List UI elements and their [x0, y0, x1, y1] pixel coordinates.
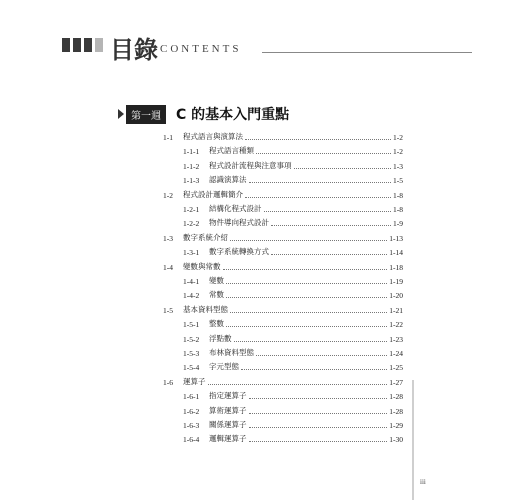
toc-entry-page: 1-21	[389, 305, 403, 315]
toc-entry[interactable]	[183, 173, 403, 185]
toc-entry[interactable]	[183, 288, 403, 300]
toc-entry-title: 關係運算子	[209, 420, 247, 429]
toc-entry-title: 運算子	[183, 376, 206, 386]
toc-entry-number: 1-6-1	[183, 392, 200, 402]
toc-entry[interactable]	[163, 260, 403, 272]
toc-entry-page: 1-19	[389, 277, 403, 286]
toc-entry-number: 1-5-1	[183, 320, 200, 330]
toc-entry[interactable]	[183, 432, 403, 444]
toc-entry-title: 程式設計邏輯簡介	[183, 189, 243, 199]
toc-dot-leader	[230, 240, 387, 241]
toc-entry-number: 1-1-1	[183, 147, 200, 157]
decor-block	[84, 38, 92, 52]
toc-entry-title: 邏輯運算子	[209, 434, 247, 444]
triangle-arrow-icon	[118, 109, 124, 119]
toc-dot-leader	[264, 211, 392, 212]
toc-entry-number: 1-3	[163, 233, 173, 243]
chapter-badge: 第一週	[126, 105, 166, 124]
toc-entry-page: 1-23	[389, 334, 403, 344]
toc-entry-number: 1-4	[163, 262, 173, 272]
toc-entry[interactable]	[183, 159, 403, 171]
toc-entry[interactable]	[183, 216, 403, 228]
toc-entry-number: 1-3-1	[183, 248, 200, 258]
toc-entry-page: 1-8	[393, 190, 403, 200]
toc-dot-leader	[256, 355, 387, 356]
page-number: iii	[420, 478, 426, 486]
toc-dot-leader	[245, 139, 391, 140]
toc-entry-page: 1-30	[389, 435, 403, 445]
decor-block	[73, 38, 81, 52]
toc-entry-number: 1-6-3	[183, 421, 200, 430]
page-title: 目錄	[110, 36, 158, 64]
toc-entry-number: 1-1	[163, 133, 173, 142]
toc-dot-leader	[245, 197, 391, 198]
toc-entry-number: 1-6-4	[183, 435, 200, 445]
toc-entry-page: 1-8	[393, 205, 403, 214]
toc-dot-leader	[241, 369, 387, 370]
toc-entry-title: 變數與常數	[183, 261, 221, 271]
toc-entry-page: 1-24	[389, 349, 403, 358]
toc-entry-title: 數字系統轉換方式	[209, 247, 269, 257]
toc-entry-page: 1-13	[389, 233, 403, 243]
toc-entry-title: 基本資料型態	[183, 304, 228, 314]
toc-dot-leader	[230, 312, 387, 313]
toc-entry[interactable]	[183, 389, 403, 401]
decor-block	[62, 38, 70, 52]
toc-entry-number: 1-2-1	[183, 205, 200, 214]
toc-dot-leader	[249, 427, 388, 428]
toc-entry-number: 1-4-1	[183, 277, 200, 286]
toc-entry[interactable]	[163, 303, 403, 315]
toc-entry[interactable]	[163, 188, 403, 200]
toc-entry-title: 指定運算子	[209, 391, 247, 401]
toc-entry[interactable]	[183, 404, 403, 416]
toc-dot-leader	[249, 398, 388, 399]
toc-entry-title: 變數	[209, 276, 224, 285]
toc-dot-leader	[249, 441, 388, 442]
toc-entry[interactable]	[163, 130, 403, 142]
page-edge-line	[412, 380, 414, 500]
toc-entry-page: 1-9	[393, 219, 403, 229]
header-decoration-blocks	[62, 38, 103, 52]
toc-entry[interactable]	[183, 346, 403, 358]
toc-entry[interactable]	[183, 317, 403, 329]
toc-entry-title: 物件導向程式設計	[209, 218, 269, 228]
toc-entry-page: 1-14	[389, 248, 403, 258]
toc-entry-title: 結構化程式設計	[209, 204, 262, 213]
toc-entry-page: 1-28	[389, 392, 403, 402]
toc-dot-leader	[256, 153, 391, 154]
toc-entry-number: 1-5-4	[183, 363, 200, 373]
toc-entry[interactable]	[183, 245, 403, 257]
toc-entry-title: 認識演算法	[209, 175, 247, 185]
toc-entry-title: 算術運算子	[209, 405, 247, 415]
toc-dot-leader	[249, 182, 392, 183]
toc-entry-page: 1-25	[389, 363, 403, 373]
toc-entry-number: 1-1-3	[183, 176, 200, 186]
toc-entry-title: 程式語言與演算法	[183, 132, 243, 141]
toc-entry-page: 1-20	[389, 291, 403, 301]
toc-dot-leader	[271, 254, 387, 255]
toc-dot-leader	[208, 384, 388, 385]
toc-dot-leader	[234, 341, 388, 342]
toc-entry-number: 1-5-3	[183, 349, 200, 358]
toc-entry-title: 數字系統介紹	[183, 232, 228, 242]
chapter-title: C 的基本入門重點	[176, 107, 290, 123]
toc-entry[interactable]	[183, 332, 403, 344]
toc-entry-title: 浮點數	[209, 333, 232, 343]
toc-dot-leader	[271, 225, 391, 226]
header-rule	[262, 52, 472, 53]
toc-entry-title: 程式語言種類	[209, 146, 254, 156]
toc-entry-title: 常數	[209, 290, 224, 300]
toc-entry-page: 1-29	[389, 421, 403, 430]
toc-entry-number: 1-6	[163, 377, 173, 387]
toc-entry[interactable]	[183, 202, 403, 214]
toc-dot-leader	[249, 413, 388, 414]
toc-entry-number: 1-1-2	[183, 161, 200, 171]
toc-dot-leader	[294, 168, 392, 169]
toc-entry-page: 1-27	[389, 377, 403, 387]
toc-dot-leader	[226, 297, 387, 298]
toc-entry[interactable]	[183, 418, 403, 430]
toc-dot-leader	[226, 326, 387, 327]
contents-header	[62, 34, 472, 64]
toc-entry-number: 1-2	[163, 190, 173, 200]
toc-entry-page: 1-2	[393, 147, 403, 157]
toc-entry[interactable]	[183, 360, 403, 372]
page-subtitle: CONTENTS	[160, 43, 242, 55]
chapter-heading	[118, 104, 289, 124]
toc-entry-page: 1-22	[389, 320, 403, 330]
toc-entry-title: 程式設計流程與注意事項	[209, 160, 292, 170]
toc-entry[interactable]	[163, 375, 403, 387]
toc-entry-title: 整數	[209, 319, 224, 329]
toc-entry-page: 1-2	[393, 133, 403, 142]
toc-entry[interactable]	[183, 144, 403, 156]
decor-block	[95, 38, 103, 52]
toc-entry-page: 1-5	[393, 176, 403, 186]
toc-entry-title: 字元型態	[209, 362, 239, 372]
toc-entry[interactable]	[163, 231, 403, 243]
toc-entry-number: 1-5	[163, 305, 173, 315]
toc-dot-leader	[226, 283, 387, 284]
toc-entry-number: 1-6-2	[183, 406, 200, 416]
toc-entry-number: 1-4-2	[183, 291, 200, 301]
toc-entry[interactable]	[183, 274, 403, 286]
toc-entry-page: 1-28	[389, 406, 403, 416]
toc-entry-page: 1-3	[393, 161, 403, 171]
toc-entry-number: 1-2-2	[183, 219, 200, 229]
toc-dot-leader	[223, 269, 388, 270]
toc-entry-number: 1-5-2	[183, 334, 200, 344]
toc-entry-page: 1-18	[389, 262, 403, 272]
toc-entry-title: 布林資料型態	[209, 348, 254, 357]
